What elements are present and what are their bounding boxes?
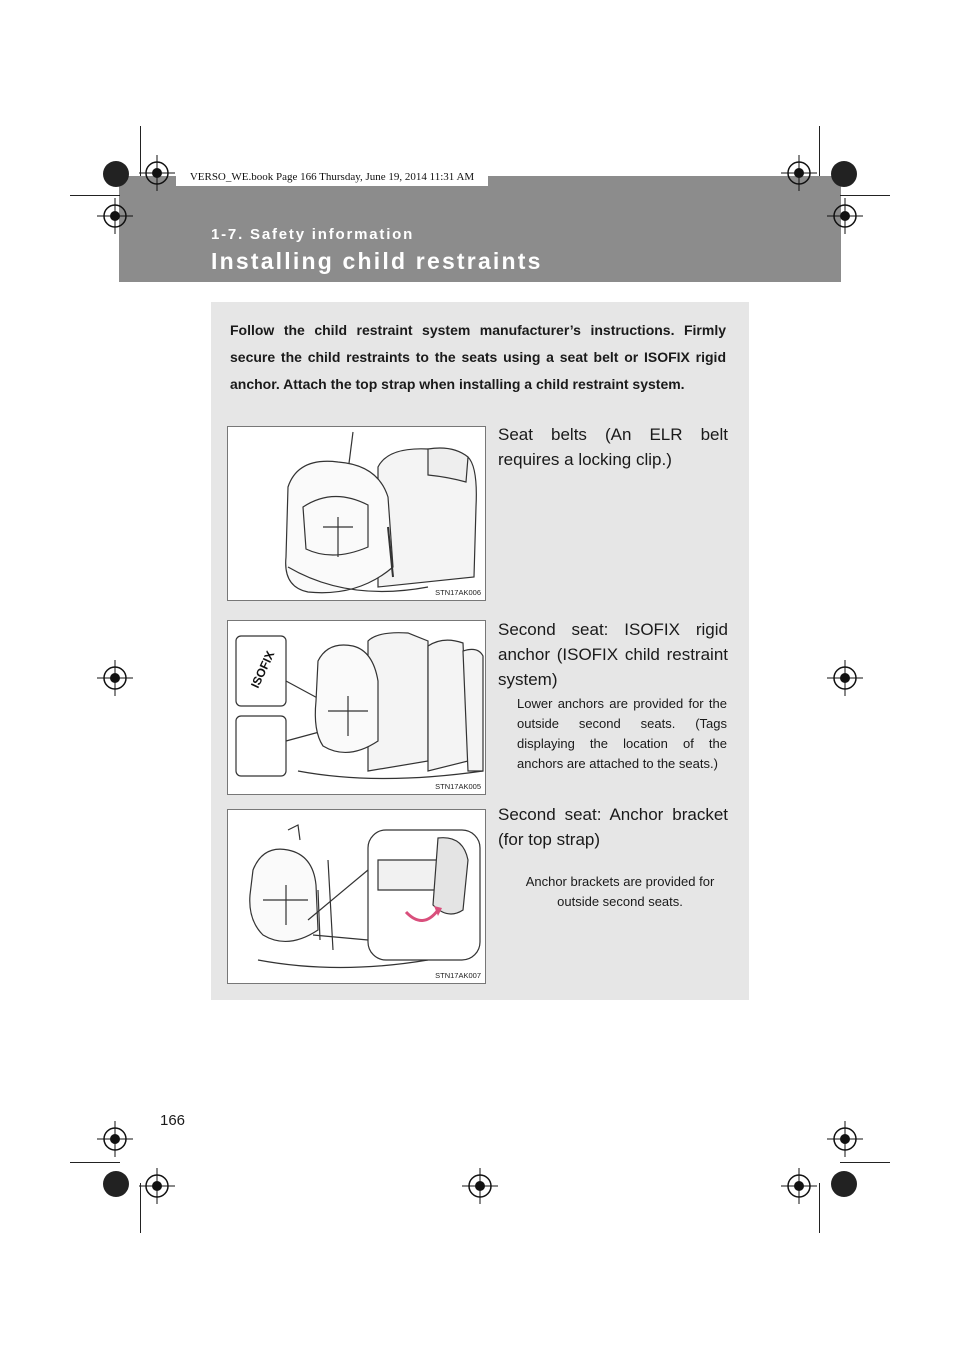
seat-belt-illustration bbox=[228, 427, 485, 600]
figure-isofix-anchor bbox=[227, 620, 486, 795]
anchor-bracket-illustration bbox=[228, 810, 485, 983]
content-panel bbox=[211, 302, 749, 1000]
book-stamp: VERSO_WE.book Page 166 Thursday, June 19, 2014 11:31 AM bbox=[176, 168, 488, 186]
page-title: Installing child restraints bbox=[211, 248, 543, 274]
figure-code: STN17AK007 bbox=[435, 971, 481, 980]
registration-mark-icon bbox=[827, 660, 863, 696]
registration-mark-icon bbox=[827, 1121, 863, 1157]
crop-line bbox=[140, 1183, 141, 1233]
caption-isofix: Second seat: ISOFIX rigid anchor (ISOFIX child restraint system) bbox=[498, 620, 728, 689]
registration-mark-icon bbox=[139, 1168, 175, 1204]
printer-dot-icon bbox=[102, 1170, 130, 1198]
section-label: 1-7. Safety information bbox=[211, 226, 415, 243]
figure-anchor-bracket bbox=[227, 809, 486, 984]
note-anchor-bracket: Anchor brackets are provided for outside second seats. bbox=[525, 874, 715, 909]
registration-mark-icon bbox=[97, 198, 133, 234]
page-number: 166 bbox=[160, 1112, 186, 1129]
intro-paragraph: Follow the child restraint system manufacturer’s instructions. Firmly secure the child restraints to the seats using a seat belt or ISOFIX rigid anchor. Attach the top strap when installing a child restraint system. bbox=[230, 322, 726, 392]
printer-dot-icon bbox=[830, 1170, 858, 1198]
crop-line bbox=[840, 195, 890, 196]
crop-line bbox=[70, 195, 120, 196]
figure-code: STN17AK005 bbox=[435, 782, 481, 791]
figure-code: STN17AK006 bbox=[435, 588, 481, 597]
printer-dot-icon bbox=[830, 160, 858, 188]
registration-mark-icon bbox=[462, 1168, 498, 1204]
crop-line bbox=[819, 126, 820, 176]
figure-seat-belt-install bbox=[227, 426, 486, 601]
crop-line bbox=[819, 1183, 820, 1233]
crop-line bbox=[140, 126, 141, 176]
note-isofix: Lower anchors are provided for the outside second seats. (Tags displaying the location of the anchors are attached to the seats.) bbox=[517, 696, 727, 771]
crop-line bbox=[840, 1162, 890, 1163]
registration-mark-icon bbox=[139, 155, 175, 191]
registration-mark-icon bbox=[827, 198, 863, 234]
crop-line bbox=[70, 1162, 120, 1163]
registration-mark-icon bbox=[781, 155, 817, 191]
registration-mark-icon bbox=[97, 1121, 133, 1157]
isofix-illustration bbox=[228, 621, 485, 794]
registration-mark-icon bbox=[97, 660, 133, 696]
isofix-tag-label: ISOFIX bbox=[248, 648, 278, 691]
caption-anchor-bracket: Second seat: Anchor bracket (for top strap) bbox=[498, 805, 728, 849]
printer-dot-icon bbox=[102, 160, 130, 188]
registration-mark-icon bbox=[781, 1168, 817, 1204]
caption-seat-belts: Seat belts (An ELR belt requires a locking clip.) bbox=[498, 425, 728, 469]
